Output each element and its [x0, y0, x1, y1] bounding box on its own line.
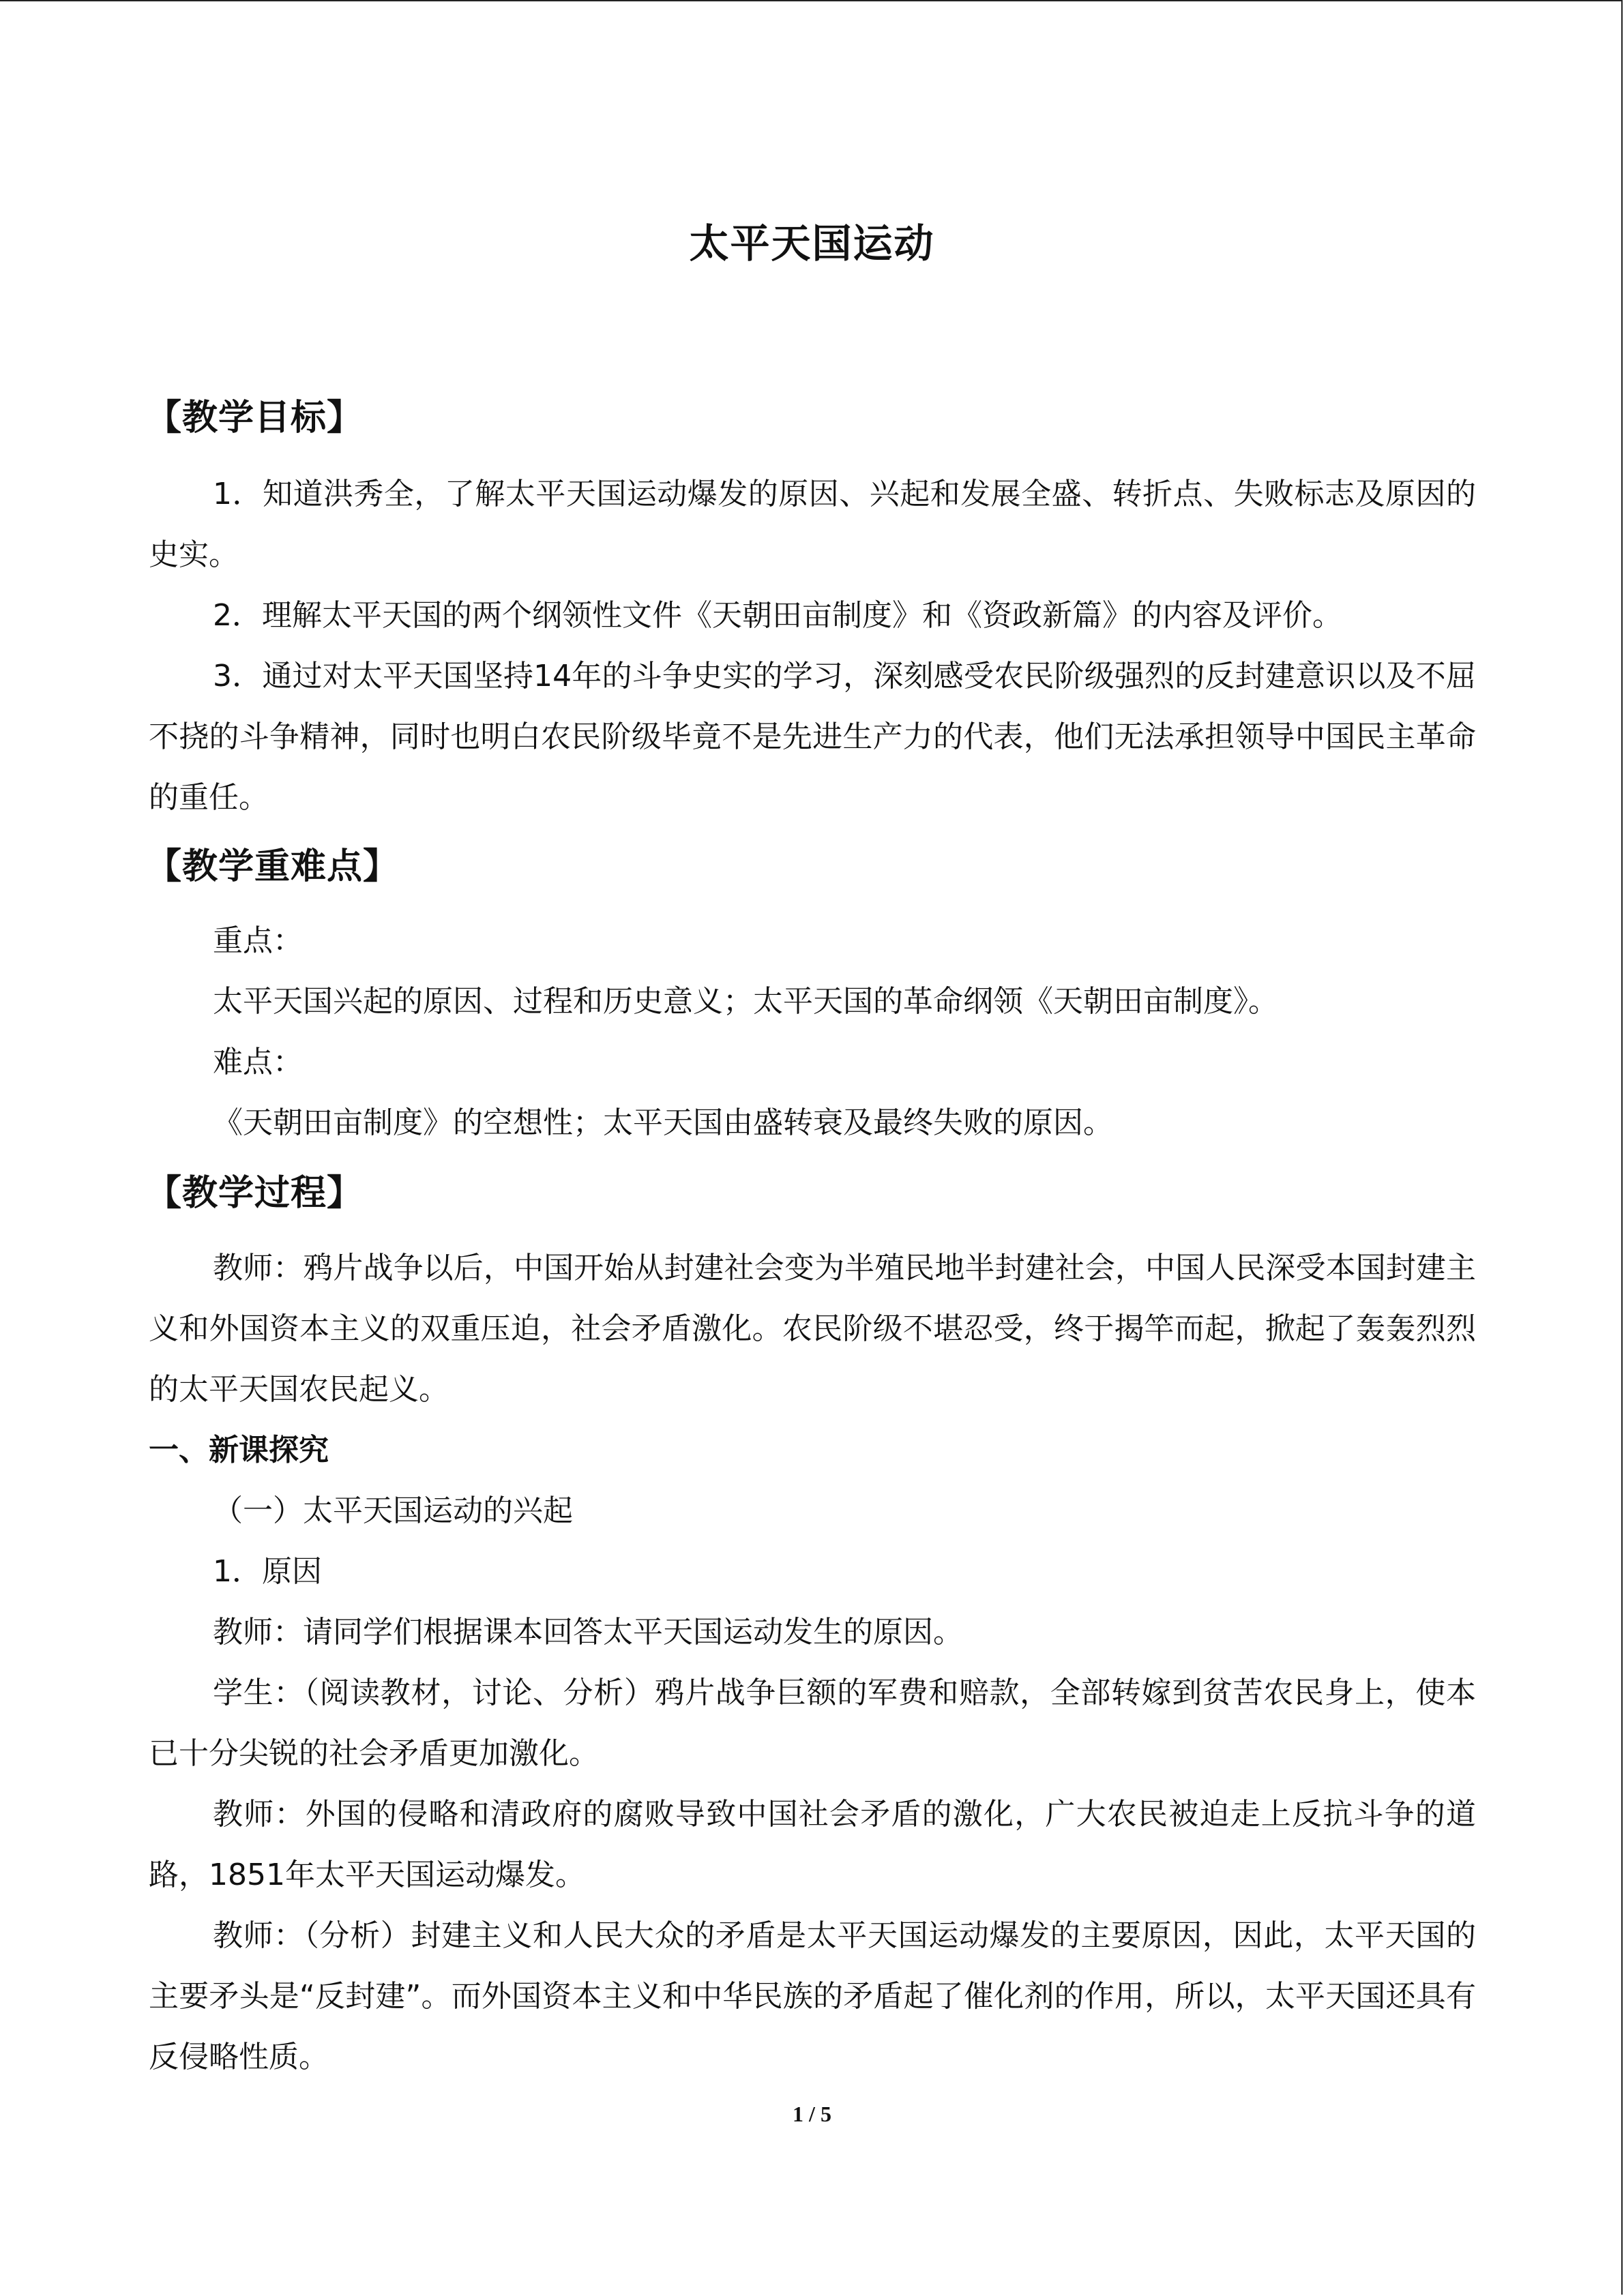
- dialogue-teacher-1: 教师：请同学们根据课本回答太平天国运动发生的原因。: [213, 1615, 963, 1650]
- heading-teaching-process: 【教学过程】: [146, 1173, 364, 1214]
- document-title: 太平天国运动: [689, 220, 935, 267]
- point-title: 1．原因: [213, 1554, 322, 1589]
- sub-title: （一）太平天国运动的兴起: [213, 1493, 573, 1528]
- process-intro: 教师：鸦片战争以后，中国开始从封建社会变为半殖民地半封建社会，中国人民深受本国封建主义和外国资本主义的双重压迫，社会矛盾激化。农民阶级不堪忍受，终于揭竿而起，掀起了轰轰烈烈的太平天国农民起义。: [149, 1251, 1476, 1407]
- difficulty-text: 《天朝田亩制度》的空想性；太平天国由盛转衰及最终失败的原因。: [213, 1105, 1113, 1140]
- goal-item-1: 1．知道洪秀全，了解太平天国运动爆发的原因、兴起和发展全盛、转折点、失败标志及原因的史实。: [149, 477, 1476, 572]
- focus-label: 重点：: [213, 923, 303, 958]
- heading-key-points: 【教学重难点】: [146, 846, 400, 887]
- page-number: 1 / 5: [793, 2102, 831, 2126]
- dialogue-teacher-2: 教师：外国的侵略和清政府的腐败导致中国社会矛盾的激化，广大农民被迫走上反抗斗争的道路，1851年太平天国运动爆发。: [149, 1797, 1476, 1892]
- goal-item-2: 2．理解太平天国的两个纲领性文件《天朝田亩制度》和《资政新篇》的内容及评价。: [213, 598, 1342, 633]
- goal-item-3: 3．通过对太平天国坚持14年的斗争史实的学习，深刻感受农民阶级强烈的反封建意识以及不屈不挠的斗争精神，同时也明白农民阶级毕竟不是先进生产力的代表，他们无法承担领导中国民主革命的重任。: [149, 659, 1476, 815]
- heading-teaching-goals: 【教学目标】: [146, 398, 364, 438]
- focus-text: 太平天国兴起的原因、过程和历史意义；太平天国的革命纲领《天朝田亩制度》。: [213, 984, 1278, 1019]
- dialogue-student-1: 学生：（阅读教材，讨论、分析）鸦片战争巨额的军费和赔款，全部转嫁到贫苦农民身上，使本已十分尖锐的社会矛盾更加激化。: [149, 1675, 1476, 1771]
- difficulty-label: 难点：: [213, 1045, 303, 1079]
- dialogue-teacher-3: 教师：（分析）封建主义和人民大众的矛盾是太平天国运动爆发的主要原因，因此，太平天国的主要矛头是“反封建”。而外国资本主义和中华民族的矛盾起了催化剂的作用，所以，太平天国还具有反侵略性质。: [149, 1918, 1476, 2074]
- part-title: 一、新课探究: [149, 1433, 329, 1467]
